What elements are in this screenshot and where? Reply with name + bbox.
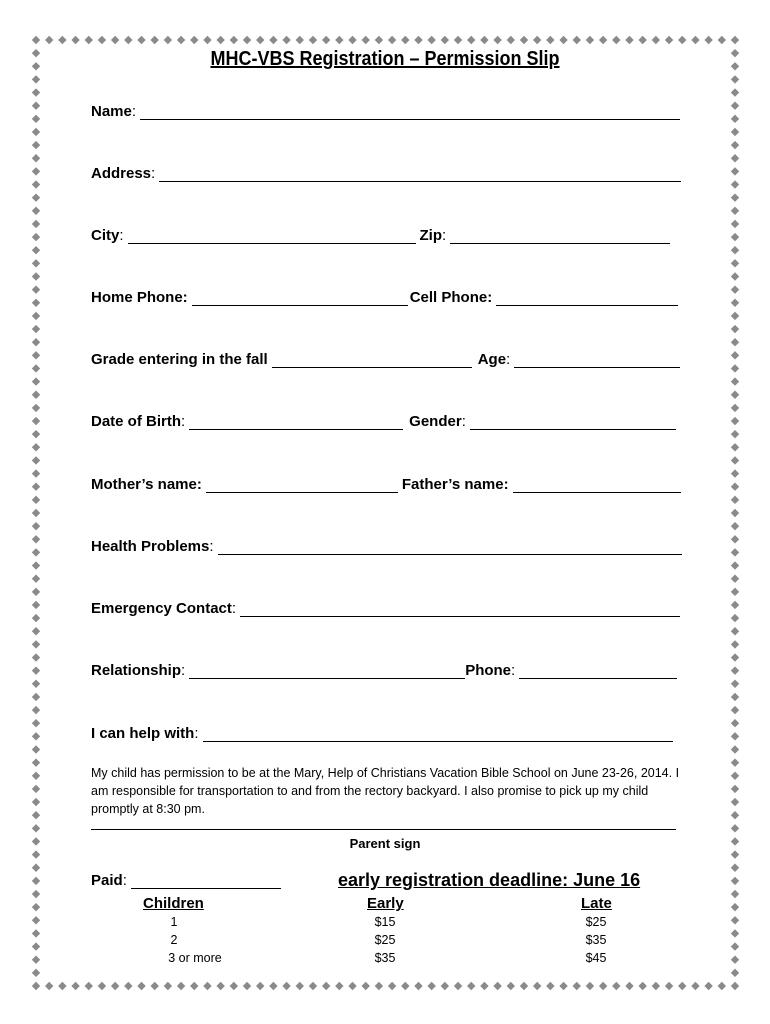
parent-signature-line[interactable] [91, 829, 676, 830]
fee-late-3: $45 [585, 951, 607, 965]
early-header: Early [367, 895, 404, 912]
emergency-label: Emergency Contact [91, 600, 232, 617]
grade-label: Grade entering in the fall [91, 351, 268, 368]
dob-gender-row: Date of Birth : Gender : [91, 413, 676, 430]
emergency-row: Emergency Contact : [91, 600, 680, 617]
dob-label: Date of Birth [91, 413, 181, 430]
fee-late-2: $35 [585, 933, 607, 947]
fee-children-1: 1 [170, 915, 178, 929]
relationship-field[interactable] [189, 664, 465, 679]
page-title: MHC-VBS Registration – Permission Slip [210, 48, 560, 70]
fee-children-2: 2 [170, 933, 178, 947]
city-label: City [91, 227, 120, 244]
paid-row: Paid : [91, 872, 281, 889]
deadline-notice: early registration deadline: June 16 [338, 870, 641, 890]
home-phone-label: Home Phone: [91, 289, 188, 306]
name-field[interactable] [140, 105, 680, 120]
dob-field[interactable] [189, 415, 403, 430]
city-zip-row: City : Zip : [91, 227, 670, 244]
relationship-row: Relationship : Phone : [91, 662, 677, 679]
age-field[interactable] [514, 353, 680, 368]
help-field[interactable] [203, 727, 673, 742]
mother-label: Mother’s name: [91, 476, 202, 493]
parent-sign-label: Parent sign [349, 836, 421, 851]
paid-label: Paid [91, 872, 123, 889]
grade-age-row: Grade entering in the fall Age : [91, 351, 680, 368]
age-label: Age [477, 351, 507, 368]
grade-field[interactable] [272, 353, 472, 368]
address-field[interactable] [159, 167, 681, 182]
father-field[interactable] [513, 478, 681, 493]
fee-early-3: $35 [374, 951, 396, 965]
name-label: Name [91, 103, 132, 120]
health-field[interactable] [218, 540, 682, 555]
name-row: Name : [91, 103, 680, 120]
father-label: Father’s name: [401, 476, 509, 493]
help-label: I can help with [91, 725, 195, 742]
help-row: I can help with : [91, 725, 673, 742]
health-label: Health Problems [91, 538, 210, 555]
mother-field[interactable] [206, 478, 398, 493]
cell-phone-field[interactable] [496, 291, 678, 306]
zip-label: Zip [419, 227, 443, 244]
phone-row [91, 289, 678, 306]
address-label: Address [91, 165, 152, 182]
zip-field[interactable] [450, 229, 670, 244]
children-header: Children [143, 895, 204, 912]
fee-early-1: $15 [374, 915, 396, 929]
fee-late-1: $25 [585, 915, 607, 929]
city-field[interactable] [128, 229, 416, 244]
permission-statement: My child has permission to be at the Mary, Help of Christians Vacation Bible School on June 23-26, 2014. I am responsible for transportation to and from the rectory backyard. I also promise to pick up my child promptly at 8:30 pm. [91, 766, 680, 816]
fee-early-2: $25 [374, 933, 396, 947]
cell-phone-label: Cell Phone: [409, 289, 493, 306]
late-header: Late [581, 895, 612, 912]
health-row: Health Problems : [91, 538, 682, 555]
gender-label: Gender [409, 413, 462, 430]
address-row: Address : [91, 165, 681, 182]
phone-field[interactable] [519, 664, 677, 679]
paid-field[interactable] [131, 874, 281, 889]
fee-children-3: 3 or more [168, 951, 222, 965]
phone-label: Phone [465, 662, 512, 679]
parents-row [91, 476, 681, 493]
emergency-field[interactable] [240, 602, 680, 617]
gender-field[interactable] [470, 415, 676, 430]
home-phone-field[interactable] [192, 291, 408, 306]
relationship-label: Relationship [91, 662, 182, 679]
